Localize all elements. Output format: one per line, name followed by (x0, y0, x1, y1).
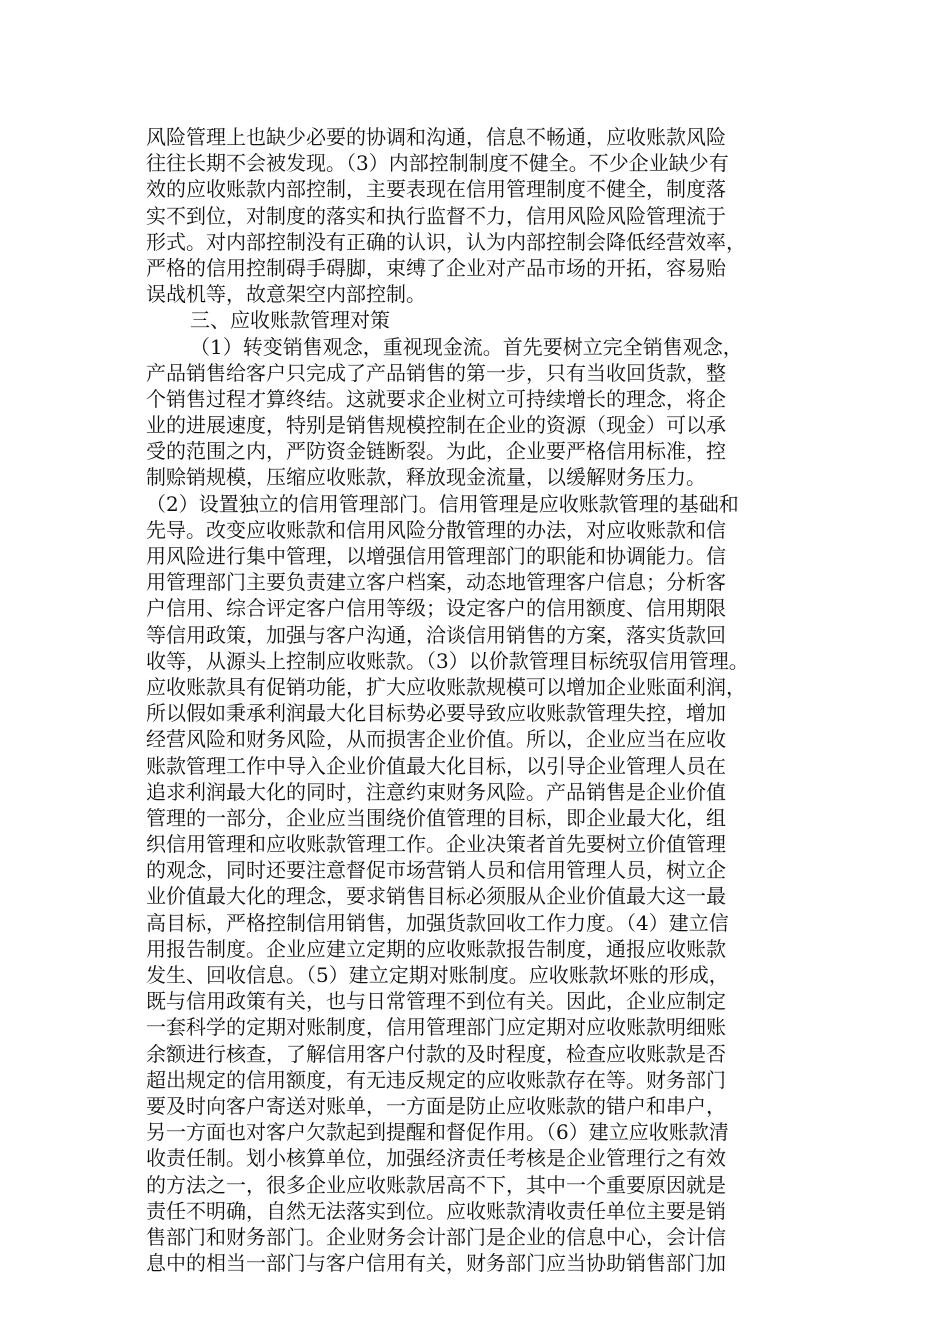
text-line: 余额进行核查，了解信用客户付款的及时程度，检查应收账款是否 (146, 1041, 726, 1066)
text-line: 先导。改变应收账款和信用风险分散管理的办法，对应收账款和信 (146, 517, 726, 542)
text-line: 的方法之一，很多企业应收账款居高不下，其中一个重要原因就是 (146, 1172, 726, 1197)
text-line: 高目标，严格控制信用销售，加强货款回收工作力度。（4）建立信 (146, 910, 729, 935)
text-line: 超出规定的信用额度，有无违反规定的应收账款存在等。财务部门 (146, 1067, 726, 1092)
text-line: 用报告制度。企业应建立定期的应收账款报告制度，通报应收账款 (146, 936, 726, 961)
text-line: 形式。对内部控制没有正确的认识，认为内部控制会降低经营效率， (146, 229, 746, 254)
text-line: 实不到位，对制度的落实和执行监督不力，信用风险风险管理流于 (146, 203, 726, 228)
section-heading: 三、应收账款管理对策 (190, 308, 390, 333)
text-line: 所以假如秉承利润最大化目标势必要导致应收账款管理失控，增加 (146, 701, 726, 726)
text-line: 售部门和财务部门。企业财务会计部门是企业的信息中心，会计信 (146, 1224, 726, 1249)
text-line: 业价值最大化的理念，要求销售目标必须服从企业价值最大这一最 (146, 884, 726, 909)
text-line: 制赊销规模，压缩应收账款，释放现金流量，以缓解财务压力。 (146, 465, 706, 490)
text-line: （2）设置独立的信用管理部门。信用管理是应收账款管理的基础和 (146, 491, 739, 516)
text-line: 收责任制。划小核算单位，加强经济责任考核是企业管理行之有效 (146, 1146, 726, 1171)
text-line: 用管理部门主要负责建立客户档案，动态地管理客户信息；分析客 (146, 570, 726, 595)
text-line: 用风险进行集中管理，以增强信用管理部门的职能和协调能力。信 (146, 544, 726, 568)
text-line: 产品销售给客户只完成了产品销售的第一步，只有当收回货款，整 (146, 360, 726, 385)
paragraph-first-line: （1）转变销售观念，重视现金流。首先要树立完全销售观念， (190, 334, 743, 359)
text-line: 的观念，同时还要注意督促市场营销人员和信用管理人员，树立企 (146, 858, 726, 883)
text-line: 应收账款具有促销功能，扩大应收账款规模可以增加企业账面利润， (146, 674, 746, 699)
text-line: 往往长期不会被发现。（3）内部控制制度不健全。不少企业缺少有 (146, 151, 729, 176)
text-line: 严格的信用控制碍手碍脚，束缚了企业对产品市场的开拓，容易贻 (146, 255, 726, 280)
text-line: 另一方面也对客户欠款起到提醒和督促作用。（6）建立应收账款清 (146, 1120, 729, 1145)
text-line: 一套科学的定期对账制度，信用管理部门应定期对应收账款明细账 (146, 1015, 726, 1040)
text-line: 户信用、综合评定客户信用等级；设定客户的信用额度、信用期限 (146, 596, 726, 621)
text-line: 个销售过程才算终结。这就要求企业树立可持续增长的理念，将企 (146, 386, 726, 411)
text-line: 追求利润最大化的同时，注意约束财务风险。产品销售是企业价值 (146, 779, 726, 804)
text-line: 既与信用政策有关，也与日常管理不到位有关。因此，企业应制定 (146, 989, 726, 1014)
text-line: 息中的相当一部门与客户信用有关，财务部门应当协助销售部门加 (146, 1251, 726, 1276)
text-line: 要及时向客户寄送对账单，一方面是防止应收账款的错户和串户， (146, 1093, 726, 1118)
text-line: 收等，从源头上控制应收账款。（3）以价款管理目标统驭信用管理。 (146, 648, 749, 673)
body-text (146, 124, 826, 1276)
text-line: 受的范围之内，严防资金链断裂。为此，企业要严格信用标准，控 (146, 439, 726, 464)
text-line: 误战机等，故意架空内部控制。 (146, 282, 426, 307)
text-line: 经营风险和财务风险，从而损害企业价值。所以，企业应当在应收 (146, 727, 726, 752)
text-line: 风险管理上也缺少必要的协调和沟通，信息不畅通，应收账款风险 (146, 125, 726, 149)
text-line: 管理的一部分，企业应当围绕价值管理的目标，即企业最大化，组 (146, 805, 726, 830)
text-line: 发生、回收信息。（5）建立定期对账制度。应收账款坏账的形成， (146, 963, 729, 987)
text-line: 责任不明确，自然无法落实到位。应收账款清收责任单位主要是销 (146, 1198, 726, 1223)
text-line: 等信用政策，加强与客户沟通，洽谈信用销售的方案，落实货款回 (146, 622, 726, 647)
text-line: 账款管理工作中导入企业价值最大化目标，以引导企业管理人员在 (146, 753, 726, 778)
text-line: 效的应收账款内部控制，主要表现在信用管理制度不健全，制度落 (146, 177, 726, 202)
text-line: 业的进展速度，特别是销售规模控制在企业的资源（现金）可以承 (146, 413, 726, 438)
text-line: 织信用管理和应收账款管理工作。企业决策者首先要树立价值管理 (146, 832, 726, 857)
